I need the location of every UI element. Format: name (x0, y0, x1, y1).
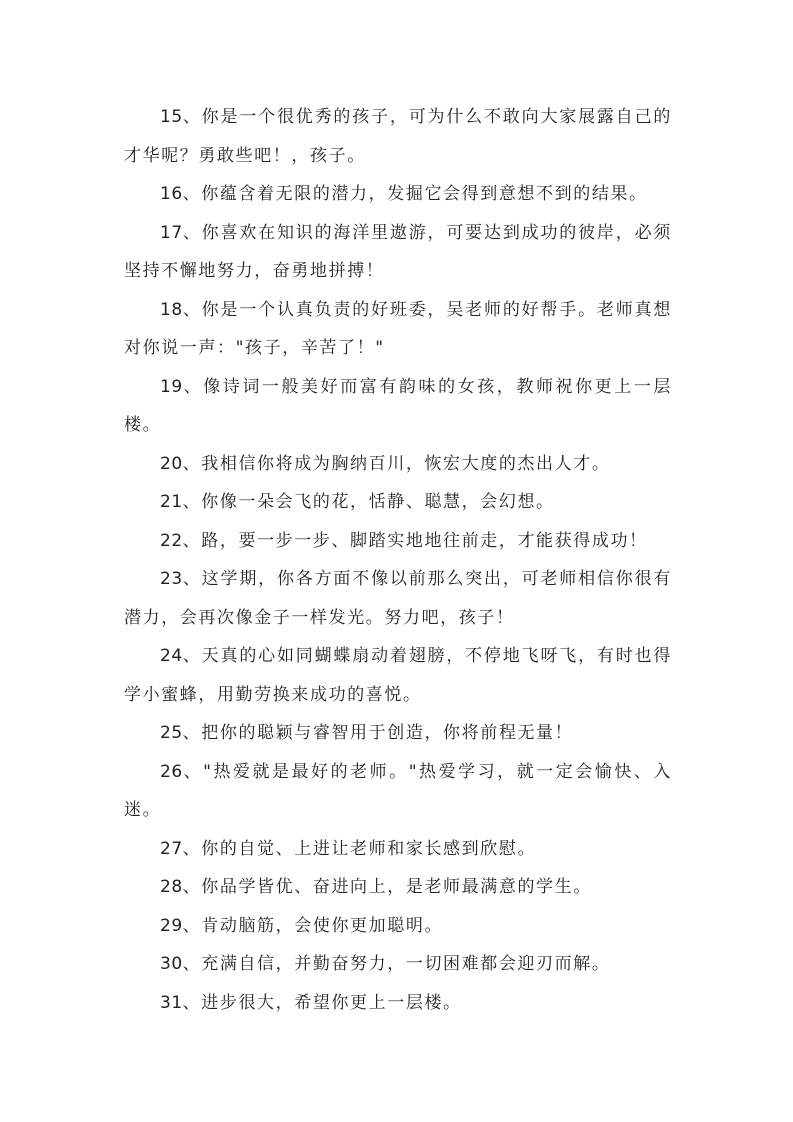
item-number: 29 (160, 915, 183, 936)
item-number: 15 (160, 107, 183, 127)
item-number: 18 (160, 299, 183, 320)
paragraph-30 (124, 945, 672, 984)
paragraph-21 (124, 483, 672, 522)
paragraph-23 (124, 560, 672, 637)
item-number: 24 (160, 646, 183, 666)
paragraph-text: 、路，要一步一步、脚踏实地地往前走，才能获得成功！ (182, 530, 648, 551)
item-number: 20 (160, 453, 183, 474)
item-number: 26 (160, 761, 183, 782)
document-body (124, 98, 672, 1022)
paragraph-29 (124, 907, 672, 946)
paragraph-22 (124, 522, 672, 561)
item-number: 30 (160, 954, 183, 974)
paragraph-28 (124, 868, 672, 907)
paragraph-15 (124, 98, 672, 175)
paragraph-26 (124, 753, 672, 830)
item-number: 31 (160, 992, 183, 1013)
paragraph-text: 、你蕴含着无限的潜力，发掘它会得到意想不到的结果。 (182, 184, 648, 204)
paragraph-25 (124, 714, 672, 753)
item-number: 22 (160, 530, 183, 551)
paragraph-text: 、把你的聪颖与睿智用于创造，你将前程无量！ (182, 723, 574, 743)
paragraph-20 (124, 445, 672, 484)
item-number: 27 (160, 838, 183, 859)
paragraph-text: 、这学期，你各方面不像以前那么突出，可老师相信你很有潜力，会再次像金子一样发光。努力吧，孩子！ (124, 569, 672, 628)
paragraph-27 (124, 830, 672, 869)
item-number: 16 (160, 184, 183, 204)
paragraph-text: 、我相信你将成为胸纳百川，恢宏大度的杰出人才。 (182, 453, 611, 474)
paragraph-text: 、你是一个认真负责的好班委，吴老师的好帮手。老师真想对你说一声："孩子，辛苦了！" (124, 299, 672, 358)
paragraph-24 (124, 637, 672, 714)
paragraph-text: 、你品学皆优、奋进向上，是老师最满意的学生。 (182, 877, 592, 897)
paragraph-19 (124, 368, 672, 445)
item-number: 17 (160, 222, 183, 243)
paragraph-17 (124, 214, 672, 291)
paragraph-text: 、肯动脑筋，会使你更加聪明。 (182, 915, 444, 936)
paragraph-18 (124, 291, 672, 368)
paragraph-text: 、天真的心如同蝴蝶扇动着翅膀，不停地飞呀飞，有时也得学小蜜蜂，用勤劳换来成功的喜悦。 (124, 646, 672, 705)
item-number: 21 (160, 492, 183, 512)
paragraph-text: 、你的自觉、上进让老师和家长感到欣慰。 (182, 838, 537, 859)
item-number: 23 (160, 569, 183, 589)
paragraph-text: 、像诗词一般美好而富有韵味的女孩，教师祝你更上一层楼。 (124, 376, 672, 435)
paragraph-16 (124, 175, 672, 214)
paragraph-text: 、你是一个很优秀的孩子，可为什么不敢向大家展露自己的才华呢？勇敢些吧！，孩子。 (124, 107, 672, 166)
paragraph-text: 、"热爱就是最好的老师。"热爱学习，就一定会愉快、入迷。 (124, 761, 672, 820)
paragraph-text: 、你喜欢在知识的海洋里遨游，可要达到成功的彼岸，必须坚持不懈地努力，奋勇地拼搏！ (124, 222, 672, 281)
item-number: 25 (160, 723, 183, 743)
paragraph-31 (124, 984, 672, 1023)
item-number: 28 (160, 877, 183, 897)
item-number: 19 (160, 376, 183, 397)
paragraph-text: 、进步很大，希望你更上一层楼。 (182, 992, 462, 1013)
paragraph-text: 、你像一朵会飞的花，恬静、聪慧，会幻想。 (182, 492, 555, 512)
paragraph-text: 、充满自信，并勤奋努力，一切困难都会迎刃而解。 (182, 954, 611, 974)
